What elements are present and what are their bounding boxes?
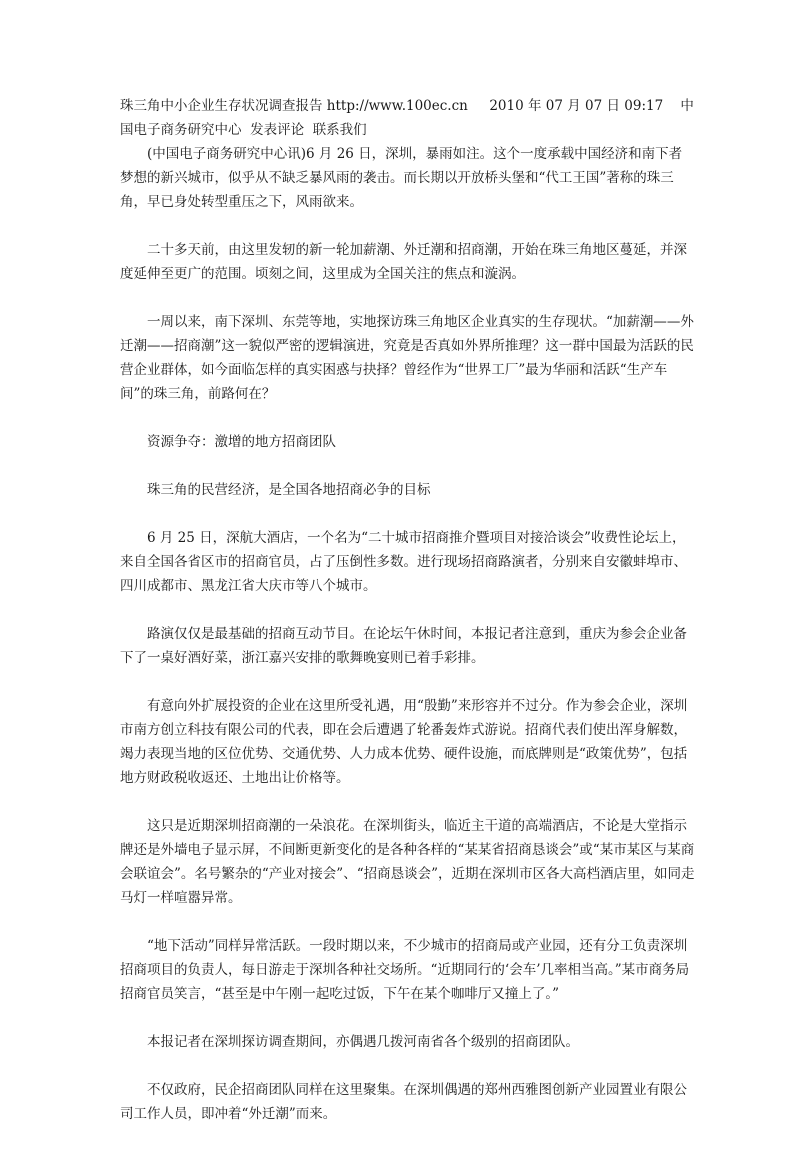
document-header [120,94,695,142]
source-name: 中国电子商务研究中心 [120,98,694,138]
publish-datetime: 2010 年 07 月 07 日 09:17 [489,98,664,114]
paragraph: 有意向外扩展投资的企业在这里所受礼遇，用“殷勤”来形容并不过分。作为参会企业，深圳市南方创立科技有限公司的代表，即在会后遭遇了轮番轰炸式游说。招商代表们使出浑身解数，竭力表现当地的区位优势、交通优势、人力成本优势、硬件设施，而底牌则是“政策优势”，包括地方财政税收返还、土地出让价格等。 [120,698,688,786]
document-page [120,94,695,1150]
paragraph-lead: (中国电子商务研究中心讯)6 月 26 日，深圳，暴雨如注。这个一度承载中国经济和南下者梦想的新兴城市，似乎从不缺乏暴风雨的袭击。而长期以开放桥头堡和“代工王国”著称的珠三角，早已身处转型重压之下，风雨欲来。 [120,146,683,210]
contact-link[interactable]: 联系我们 [312,122,367,138]
paragraph: 一周以来，南下深圳、东莞等地，实地探访珠三角地区企业真实的生存现状。“加薪潮——外迁潮——招商潮”这一貌似严密的逻辑演进，究竟是否真如外界所推理？这一群中国最为活跃的民营企业群体，如今面临怎样的真实困惑与抉择？曾经作为“世界工厂”最为华丽和活跃“生产车间”的珠三角，前路何在？ [120,314,694,402]
section-heading: 资源争夺：激增的地方招商团队 [147,434,336,450]
comment-link[interactable]: 发表评论 [250,122,305,138]
paragraph: 6 月 25 日，深航大酒店，一个名为“二十城市招商推介暨项目对接洽谈会”收费性论坛上，来自全国各省区市的招商官员，占了压倒性多数。进行现场招商路演者，分别来自安徽蚌埠市、四川成都市、黑龙江省大庆市等八个城市。 [120,530,687,594]
paragraph: 路演仅仅是最基础的招商互动节目。在论坛午休时间，本报记者注意到，重庆为参会企业备下了一桌好酒好菜，浙江嘉兴安排的歌舞晚宴则已着手彩排。 [120,626,687,666]
section-subheading: 珠三角的民营经济，是全国各地招商必争的目标 [147,482,431,498]
paragraph: 二十多天前，由这里发轫的新一轮加薪潮、外迁潮和招商潮，开始在珠三角地区蔓延，并深度延伸至更广的范围。顷刻之间，这里成为全国关注的焦点和漩涡。 [120,242,687,282]
source-url-link[interactable]: http://www.100ec.cn [326,98,468,114]
paragraph: 不仅政府，民企招商团队同样在这里聚集。在深圳偶遇的郑州西雅图创新产业园置业有限公司工作人员，即冲着“外迁潮”而来。 [120,1082,687,1122]
paragraph: “地下活动”同样异常活跃。一段时期以来，不少城市的招商局或产业园，还有分工负责深圳招商项目的负责人，每日游走于深圳各种社交场所。“近期同行的‘会车’几率相当高。”某市商务局招商官员笑言，“甚至是中午刚一起吃过饭，下午在某个咖啡厅又撞上了。” [120,938,690,1002]
paragraph: 本报记者在深圳探访调查期间，亦偶遇几拨河南省各个级别的招商团队。 [147,1034,579,1050]
paragraph: 这只是近期深圳招商潮的一朵浪花。在深圳街头，临近主干道的高端酒店，不论是大堂指示牌还是外墙电子显示屏，不间断更新变化的是各种各样的“某某省招商恳谈会”或“某市某区与某商会联谊会”。名号繁杂的“产业对接会”、“招商恳谈会”，近期在深圳市区各大高档酒店里，如同走马灯一样喧嚣异常。 [120,818,695,906]
document-title: 珠三角中小企业生存状况调查报告 [120,98,323,114]
